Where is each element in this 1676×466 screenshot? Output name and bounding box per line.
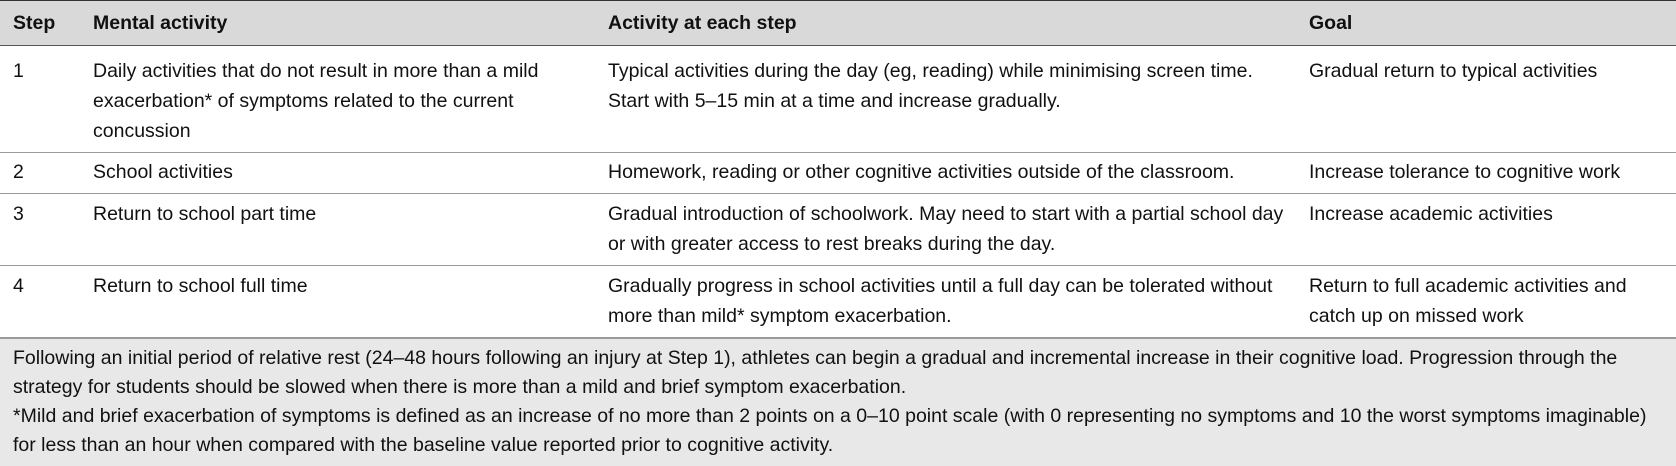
cell-goal: Return to full academic activities and catch up on missed work: [1296, 266, 1676, 338]
cell-mental-activity: School activities: [80, 153, 595, 194]
table-row: [0, 266, 1676, 338]
cell-step: 4: [0, 266, 80, 338]
header-step: Step: [0, 1, 80, 46]
table-row: [0, 194, 1676, 266]
cell-mental-activity: Return to school part time: [80, 194, 595, 266]
table-body: [0, 46, 1676, 338]
table-footnotes: [0, 338, 1676, 466]
cell-step: 1: [0, 46, 80, 153]
footnote-rest-period: Following an initial period of relative rest (24–48 hours following an injury at Step 1), athletes can begin a gradual and incremental increase in their cognitive load. Progression through the strategy for students should be slowed when there is more than a mild and brief symptom exacerbation.: [13, 347, 1618, 398]
cell-activity: Typical activities during the day (eg, reading) while minimising screen time. Start with 5–15 min at a time and increase gradually.: [595, 46, 1296, 153]
cell-goal: Increase tolerance to cognitive work: [1296, 153, 1676, 194]
table-row: [0, 153, 1676, 194]
cell-step: 2: [0, 153, 80, 194]
cell-activity: Homework, reading or other cognitive activities outside of the classroom.: [595, 153, 1296, 194]
footnote-exacerbation-definition: *Mild and brief exacerbation of symptoms is defined as an increase of no more than 2 points on a 0–10 point scale (with 0 representing no symptoms and 10 the worst symptoms imaginable) for less than an hour when compared with the baseline value reported prior to cognitive activity.: [13, 405, 1647, 456]
header-mental-activity: Mental activity: [80, 1, 595, 46]
cell-goal: Increase academic activities: [1296, 194, 1676, 266]
header-activity-at-each-step: Activity at each step: [595, 1, 1296, 46]
cell-mental-activity: Daily activities that do not result in more than a mild exacerbation* of symptoms related to the current concussion: [80, 46, 595, 153]
cell-goal: Gradual return to typical activities: [1296, 46, 1676, 153]
cell-activity: Gradual introduction of schoolwork. May need to start with a partial school day or with greater access to rest breaks during the day.: [595, 194, 1296, 266]
header-goal: Goal: [1296, 1, 1676, 46]
cell-mental-activity: Return to school full time: [80, 266, 595, 338]
table-header: [0, 1, 1676, 46]
header-row: [0, 1, 1676, 46]
table-row: [0, 46, 1676, 153]
cell-activity: Gradually progress in school activities until a full day can be tolerated without more than mild* symptom exacerbation.: [595, 266, 1296, 338]
cell-step: 3: [0, 194, 80, 266]
